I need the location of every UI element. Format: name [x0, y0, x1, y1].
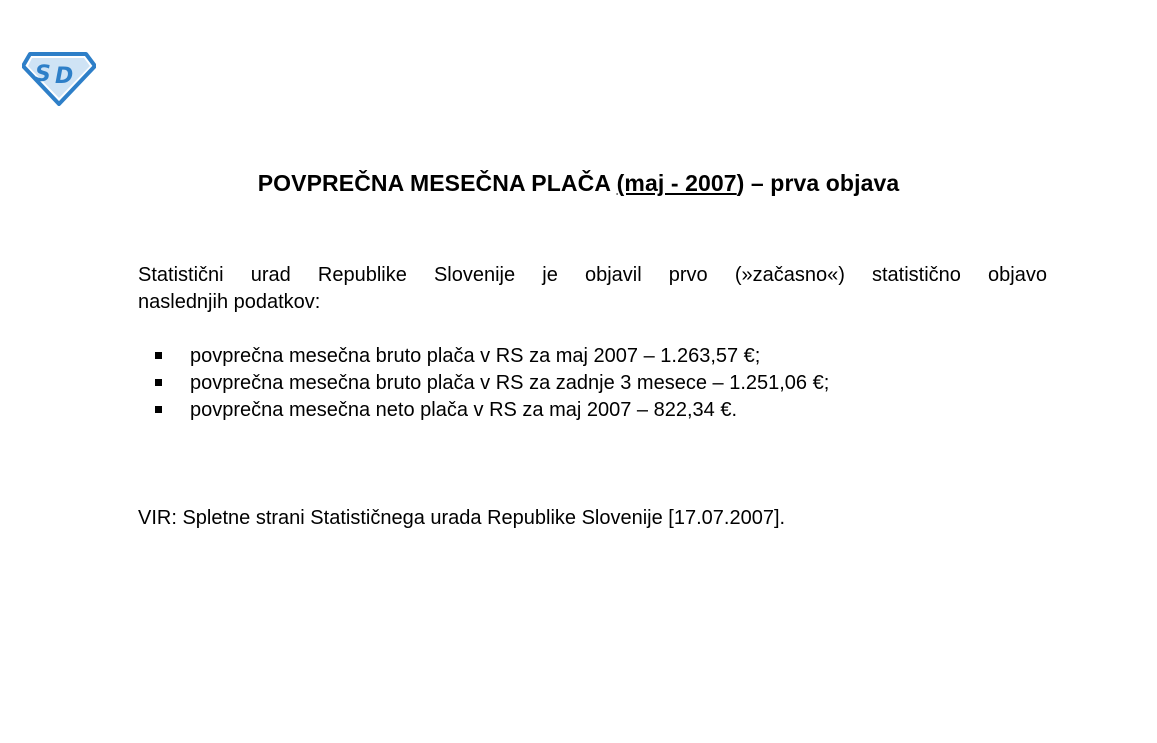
square-bullet-icon — [155, 352, 162, 359]
svg-text:S: S — [35, 62, 51, 87]
salary-list — [152, 343, 829, 424]
list-item-text: povprečna mesečna bruto plača v RS za maj 2007 – 1.263,57 €; — [190, 345, 761, 367]
list-item-text: povprečna mesečna neto plača v RS za maj 2007 – 822,34 €. — [190, 399, 738, 421]
intro-line-2: naslednjih podatkov: — [138, 291, 321, 313]
title-period: (maj - 2007 — [616, 170, 737, 196]
list-item — [152, 397, 829, 424]
list-item — [152, 370, 829, 397]
title-prefix: POVPREČNA MESEČNA PLAČA — [257, 170, 617, 196]
square-bullet-icon — [155, 379, 162, 386]
title-suffix: ) – prva objava — [736, 170, 900, 196]
sd-logo — [22, 50, 96, 106]
list-item-text: povprečna mesečna bruto plača v RS za zadnje 3 mesece – 1.251,06 €; — [190, 372, 830, 394]
square-bullet-icon — [155, 406, 162, 413]
page-title — [0, 170, 1157, 197]
svg-text:D: D — [55, 64, 74, 89]
intro-paragraph — [138, 262, 1047, 316]
superman-shield-logo-icon — [22, 50, 96, 106]
intro-line-1: Statistični urad Republike Slovenije je objavil prvo (»začasno«) statistično objavo — [138, 264, 1047, 286]
list-item — [152, 343, 829, 370]
source-note: VIR: Spletne strani Statističnega urada Republike Slovenije [17.07.2007]. — [138, 507, 786, 529]
